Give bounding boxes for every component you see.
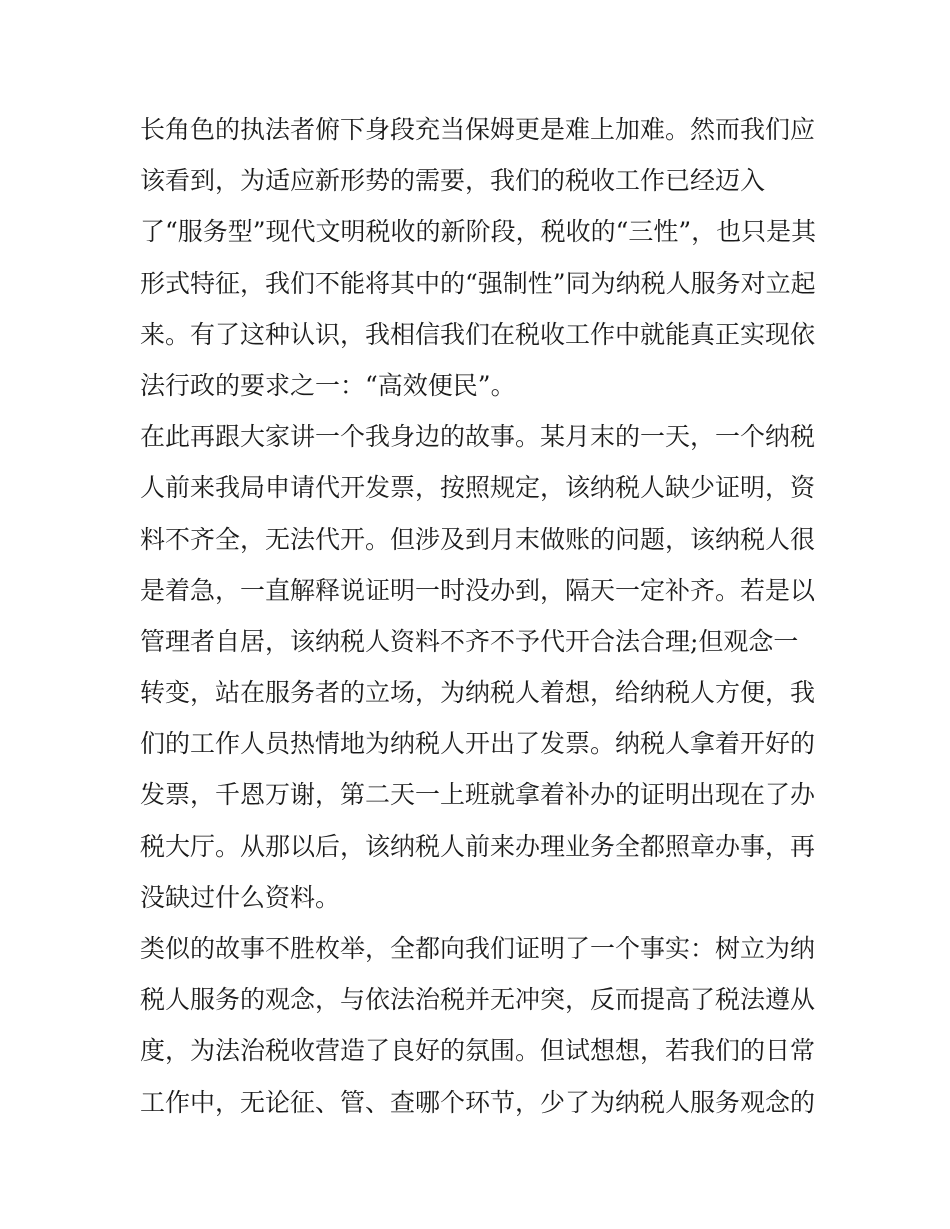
text-line: 了“服务型”现代文明税收的新阶段，税收的“三性”，也只是其	[140, 217, 817, 247]
text-line: 该看到，为适应新形势的需要，我们的税收工作已经迈入	[140, 166, 766, 196]
text-line: 税大厅。从那以后，该纳税人前来办理业务全都照章办事，再	[140, 831, 816, 861]
text-line: 是着急，一直解释说证明一时没办到，隔天一定补齐。若是以	[140, 575, 816, 605]
text-line: 类似的故事不胜枚举，全都向我们证明了一个事实：树立为纳	[140, 934, 816, 963]
text-line: 在此再跟大家讲一个我身边的故事。某月末的一天，一个纳税	[140, 422, 816, 452]
text-line: 人前来我局申请代开发票，按照规定，该纳税人缺少证明，资	[140, 473, 816, 503]
body-text	[140, 104, 820, 1128]
text-line: 工作中，无论征、管、查哪个环节，少了为纳税人服务观念的	[140, 1087, 816, 1117]
text-line: 法行政的要求之一：“高效便民”。	[140, 370, 516, 400]
text-line: 度，为法治税收营造了良好的氛围。但试想想，若我们的日常	[140, 1036, 816, 1066]
text-line: 料不齐全，无法代开。但涉及到月末做账的问题，该纳税人很	[140, 524, 816, 554]
text-line: 管理者自居，该纳税人资料不齐不予代开合法合理;但观念一	[140, 626, 799, 656]
text-line: 发票，千恩万谢，第二天一上班就拿着补办的证明出现在了办	[140, 780, 816, 810]
text-line: 长角色的执法者俯下身段充当保姆更是难上加难。然而我们应	[140, 115, 816, 144]
text-line: 转变，站在服务者的立场，为纳税人着想，给纳税人方便，我	[140, 678, 816, 708]
text-line: 们的工作人员热情地为纳税人开出了发票。纳税人拿着开好的	[140, 729, 816, 759]
text-line: 没缺过什么资料。	[140, 882, 341, 912]
text-line: 形式特征，我们不能将其中的“强制性”同为纳税人服务对立起	[140, 268, 816, 298]
text-line: 来。有了这种认识，我相信我们在税收工作中就能真正实现依	[140, 319, 816, 349]
text-line: 税人服务的观念，与依法治税并无冲突，反而提高了税法遵从	[140, 985, 816, 1015]
